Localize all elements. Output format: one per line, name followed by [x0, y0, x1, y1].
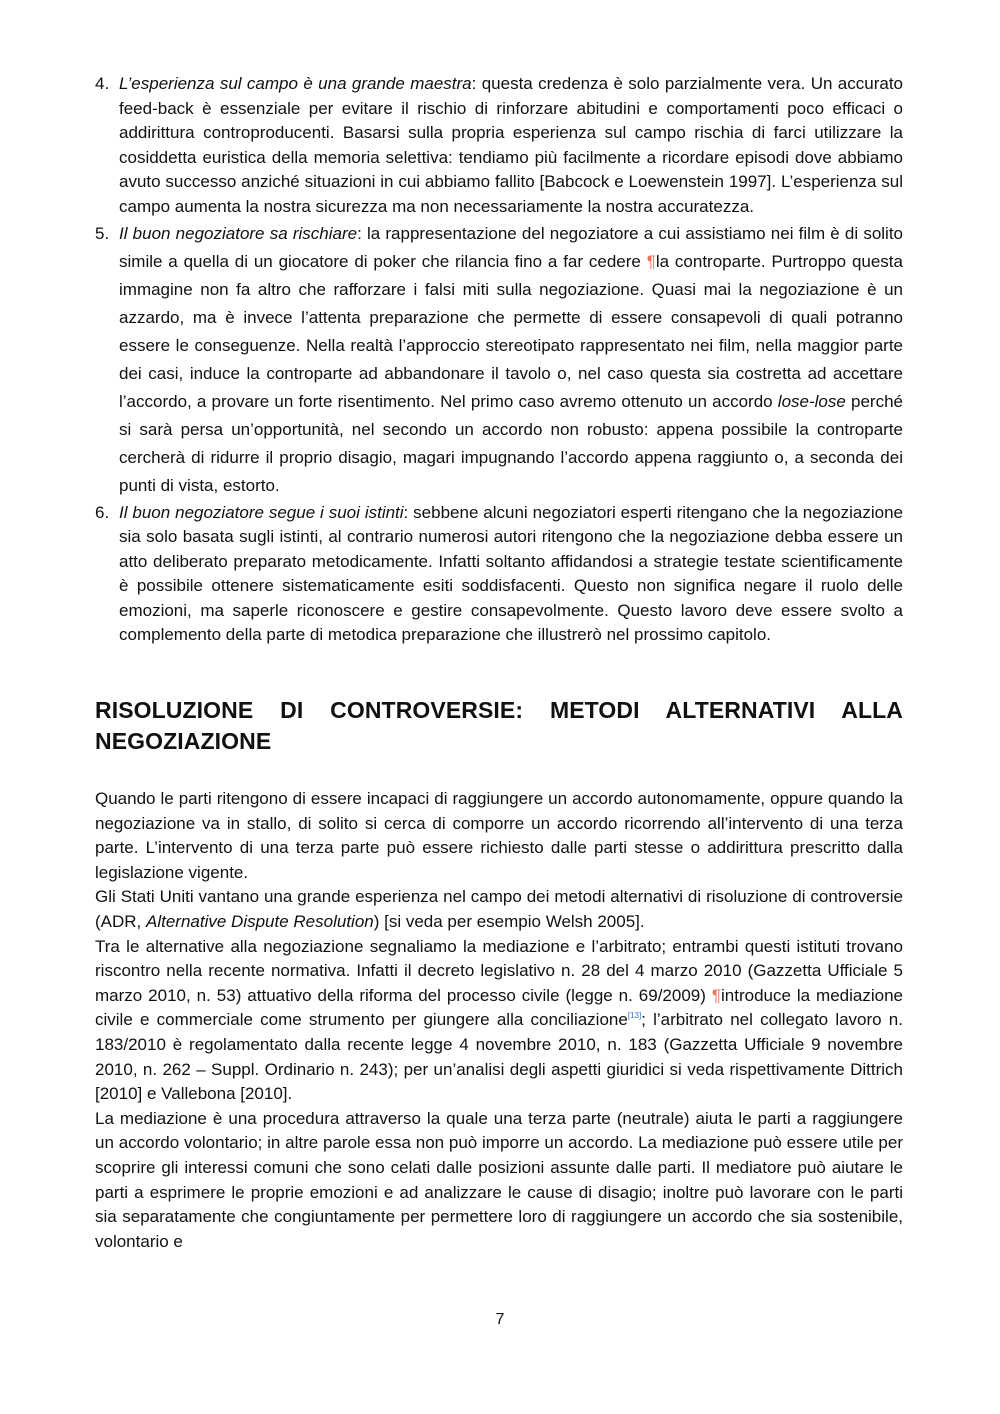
paragraph-text: Tra le alternative alla negoziazione segnaliamo la mediazione e l’arbitrato; entrambi questi istituti trovano riscontro nella recente normativa. Infatti il decreto legislativo n. 28 del 4 marzo 2010 (Gazzetta Ufficiale 5 marzo 2010, n. 53) attuativo della riforma del processo civile (legge n. 69/2009) — [95, 936, 903, 1005]
list-term: Il buon negoziatore segue i suoi istinti — [119, 502, 404, 522]
list-text: : la rappresentazione del negoziatore a cui assistiamo nei film è di solito simile a quella di un giocatore di poker che rilancia fino a far cedere — [119, 223, 904, 271]
list-term: L’esperienza sul campo è una grande maestra — [119, 74, 472, 93]
list-number: 6. — [95, 502, 110, 522]
list-item — [95, 501, 903, 649]
list-text: la controparte. Purtroppo questa immagine non fa altro che rafforzare i falsi miti sulla negoziazione. Quasi mai la negoziazione è un azzardo, ma è invece l’attenta preparazione che permette di essere consapevoli di quali potranno essere le conseguenze. Nella realtà l’approccio stereotipato rappresentato nei film, nella maggior parte dei casi, induce la controparte ad abbandonare il tavolo o, nel caso questa sia costretta ad accettare l’accordo, a provare un forte risentimento. Nel primo caso avremo ottenuto un accordo — [119, 251, 903, 412]
section-heading: RISOLUZIONE DI CONTROVERSIE: METODI ALTERNATIVI ALLA NEGOZIAZIONE — [95, 697, 903, 755]
body-paragraph — [95, 935, 903, 1107]
list-number: 4. — [95, 74, 110, 93]
myths-list — [95, 72, 903, 648]
list-item — [95, 220, 903, 501]
paragraph-text: introduce la mediazione civile e commerciale come strumento per giungere alla conciliazione — [95, 985, 903, 1030]
paragraph-text: Gli Stati Uniti vantano una grande esperienza nel campo dei metodi alternativi di risoluzione di controversie (ADR, — [95, 887, 903, 932]
pilcrow-mark: ¶ — [711, 985, 721, 1005]
page-number: 7 — [495, 1311, 505, 1328]
list-emphasis: lose-lose — [777, 392, 846, 412]
paragraph-emphasis: Alternative Dispute Resolution — [146, 912, 374, 932]
paragraph-text: ; l’arbitrato nel collegato lavoro n. 183/2010 è regolamentato dalla recente legge 4 novembre 2010, n. 183 (Gazzetta Ufficiale 9 novembre 2010, n. 262 – Suppl. Ordinario n. 243); per un’analisi degli aspetti giuridici si veda rispettivamente Dittrich [2010] e Vallebona [2010]. — [95, 1010, 903, 1104]
list-text: : questa credenza è solo parzialmente vera. Un accurato feed-back è essenziale per evitare il rischio di rinforzare abitudini e comportamenti poco efficaci o addirittura controproducenti. Basarsi sulla propria esperienza sul campo rischia di farci utilizzare la cosiddetta euristica della memoria selettiva: tendiamo più facilmente a ricordare episodi dove abbiamo avuto successo anziché situazioni in cui abbiamo fallito [Babcock e Loewenstein 1997]. L’esperienza sul campo aumenta la nostra sicurezza ma non necessariamente la nostra accuratezza. — [119, 74, 904, 216]
body-paragraph: Quando le parti ritengono di essere incapaci di raggiungere un accordo autonomamente, oppure quando la negoziazione va in stallo, di solito si cerca di comporre un accordo ricorrendo all’intervento di una terza parte. L’intervento di una terza parte può essere richiesto dalle parti stesse o addirittura prescritto dalla legislazione vigente. — [95, 789, 903, 882]
list-text: : sebbene alcuni negoziatori esperti ritengano che la negoziazione sia solo basata sugli istinti, al contrario numerosi autori ritengono che la negoziazione debba essere un atto deliberato preparato metodicamente. Infatti soltanto affidandosi a strategie testate scientificamente è possibile ottenere sistematicamente esiti soddisfacenti. Questo non significa negare il ruolo delle emozioni, ma saperle riconoscere e gestire consapevolmente. Questo lavoro deve essere svolto a complemento della parte di metodica preparazione che illustrerò nel prossimo capitolo. — [119, 502, 903, 645]
pilcrow-mark: ¶ — [646, 251, 656, 271]
document-page — [95, 72, 903, 1254]
paragraph-text: ) [si veda per esempio Welsh 2005]. — [373, 912, 645, 932]
list-term: Il buon negoziatore sa rischiare — [119, 223, 358, 243]
list-item — [95, 72, 903, 220]
footnote-reference[interactable]: [13] — [627, 1011, 642, 1021]
body-paragraph — [95, 885, 903, 934]
body-paragraph: La mediazione è una procedura attraverso la quale una terza parte (neutrale) aiuta le parti a raggiungere un accordo volontario; in altre parole essa non può imporre un accordo. La mediazione può essere utile per scoprire gli interessi comuni che sono celati dalle posizioni assunte dalle parti. Il mediatore può aiutare le parti a esprimere le proprie emozioni e ad analizzare le cause di disagio; inoltre può lavorare con le parti sia separatamente che congiuntamente per permettere loro di raggiungere un accordo che sia sostenibile, volontario e — [95, 1108, 903, 1251]
list-number: 5. — [95, 223, 110, 243]
list-text: perché si sarà persa un’opportunità, nel secondo un accordo non robusto: appena possibile la controparte cercherà di ridurre il proprio disagio, magari impugnando l’accordo appena raggiunto o, a seconda dei punti di vista, estorto. — [119, 392, 903, 496]
